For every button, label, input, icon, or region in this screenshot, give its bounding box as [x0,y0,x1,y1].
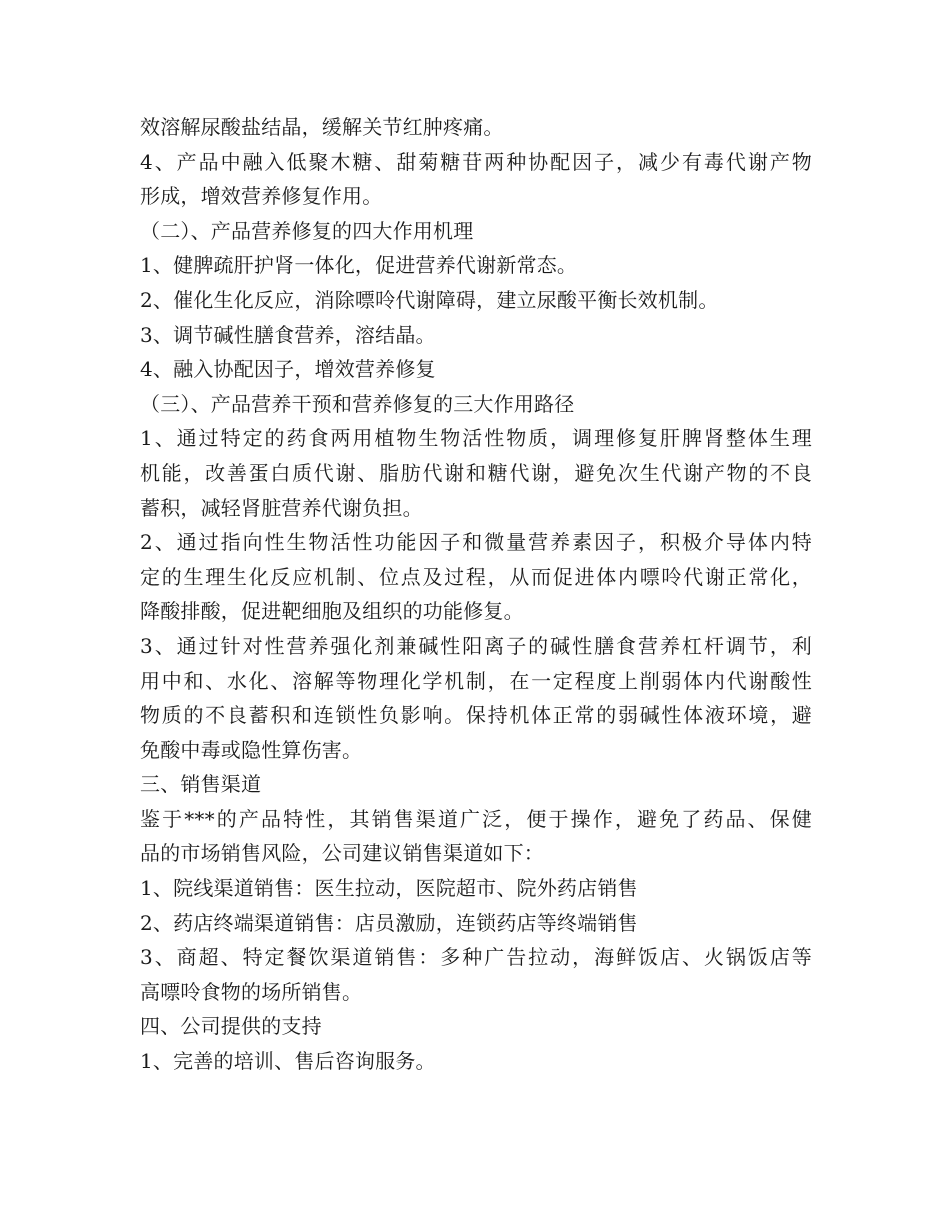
text-line: 4、融入协配因子，增效营养修复 [140,357,436,382]
text-line: 1、健脾疏肝护肾一体化，促进营养代谢新常态。 [140,253,578,278]
text-line: 机能，改善蛋白质代谢、脂肪代谢和糖代谢，避免次生代谢产物的不良 [140,460,812,485]
text-line: 2、催化生化反应，消除嘌呤代谢障碍，建立尿酸平衡长效机制。 [140,287,719,312]
text-line: 2、通过指向性生物活性功能因子和微量营养素因子，积极介导体内特 [140,530,812,555]
text-line: 效溶解尿酸盐结晶，缓解关节红肿疼痛。 [140,115,504,139]
text-line: 3、调节碱性膳食营养，溶结晶。 [140,322,436,347]
text-line: 2、药店终端渠道销售：店员激励，连锁药店等终端销售 [140,910,638,935]
text-line: 免酸中毒或隐性算伤害。 [140,737,363,762]
text-line: 形成，增效营养修复作用。 [140,184,383,209]
text-line: 降酸排酸，促进靶细胞及组织的功能修复。 [140,599,524,624]
text-line: （三）、产品营养干预和营养修复的三大作用路径 [140,391,575,416]
text-line: 品的市场销售风险，公司建议销售渠道如下： [140,841,544,866]
text-line: 用中和、水化、溶解等物理化学机制，在一定程度上削弱体内代谢酸性 [140,668,812,693]
text-line: 3、通过针对性营养强化剂兼碱性阳离子的碱性膳食营养杠杆调节，利 [140,633,812,658]
document-body [140,110,812,1079]
text-line: 高嘌呤食物的场所销售。 [140,979,363,1004]
text-line: 三、销售渠道 [140,772,262,797]
text-line: 4、产品中融入低聚木糖、甜菊糖苷两种协配因子，减少有毒代谢产物 [140,149,812,174]
text-line: 四、公司提供的支持 [140,1014,322,1039]
text-line: （二）、产品营养修复的四大作用机理 [140,218,474,243]
text-line: 1、通过特定的药食两用植物生物活性物质，调理修复肝脾肾整体生理 [140,426,812,451]
text-line: 鉴于***的产品特性，其销售渠道广泛，便于操作，避免了药品、保健 [140,806,812,831]
text-line: 定的生理生化反应机制、位点及过程，从而促进体内嘌呤代谢正常化， [140,564,812,589]
text-line: 1、院线渠道销售：医生拉动，医院超市、院外药店销售 [140,876,638,901]
text-line: 1、完善的培训、售后咨询服务。 [140,1049,436,1074]
text-line: 物质的不良蓄积和连锁性负影响。保持机体正常的弱碱性体液环境，避 [140,703,812,728]
text-line: 蓄积，减轻肾脏营养代谢负担。 [140,495,423,520]
text-line: 3、商超、特定餐饮渠道销售：多种广告拉动，海鲜饭店、火锅饭店等 [140,945,812,970]
